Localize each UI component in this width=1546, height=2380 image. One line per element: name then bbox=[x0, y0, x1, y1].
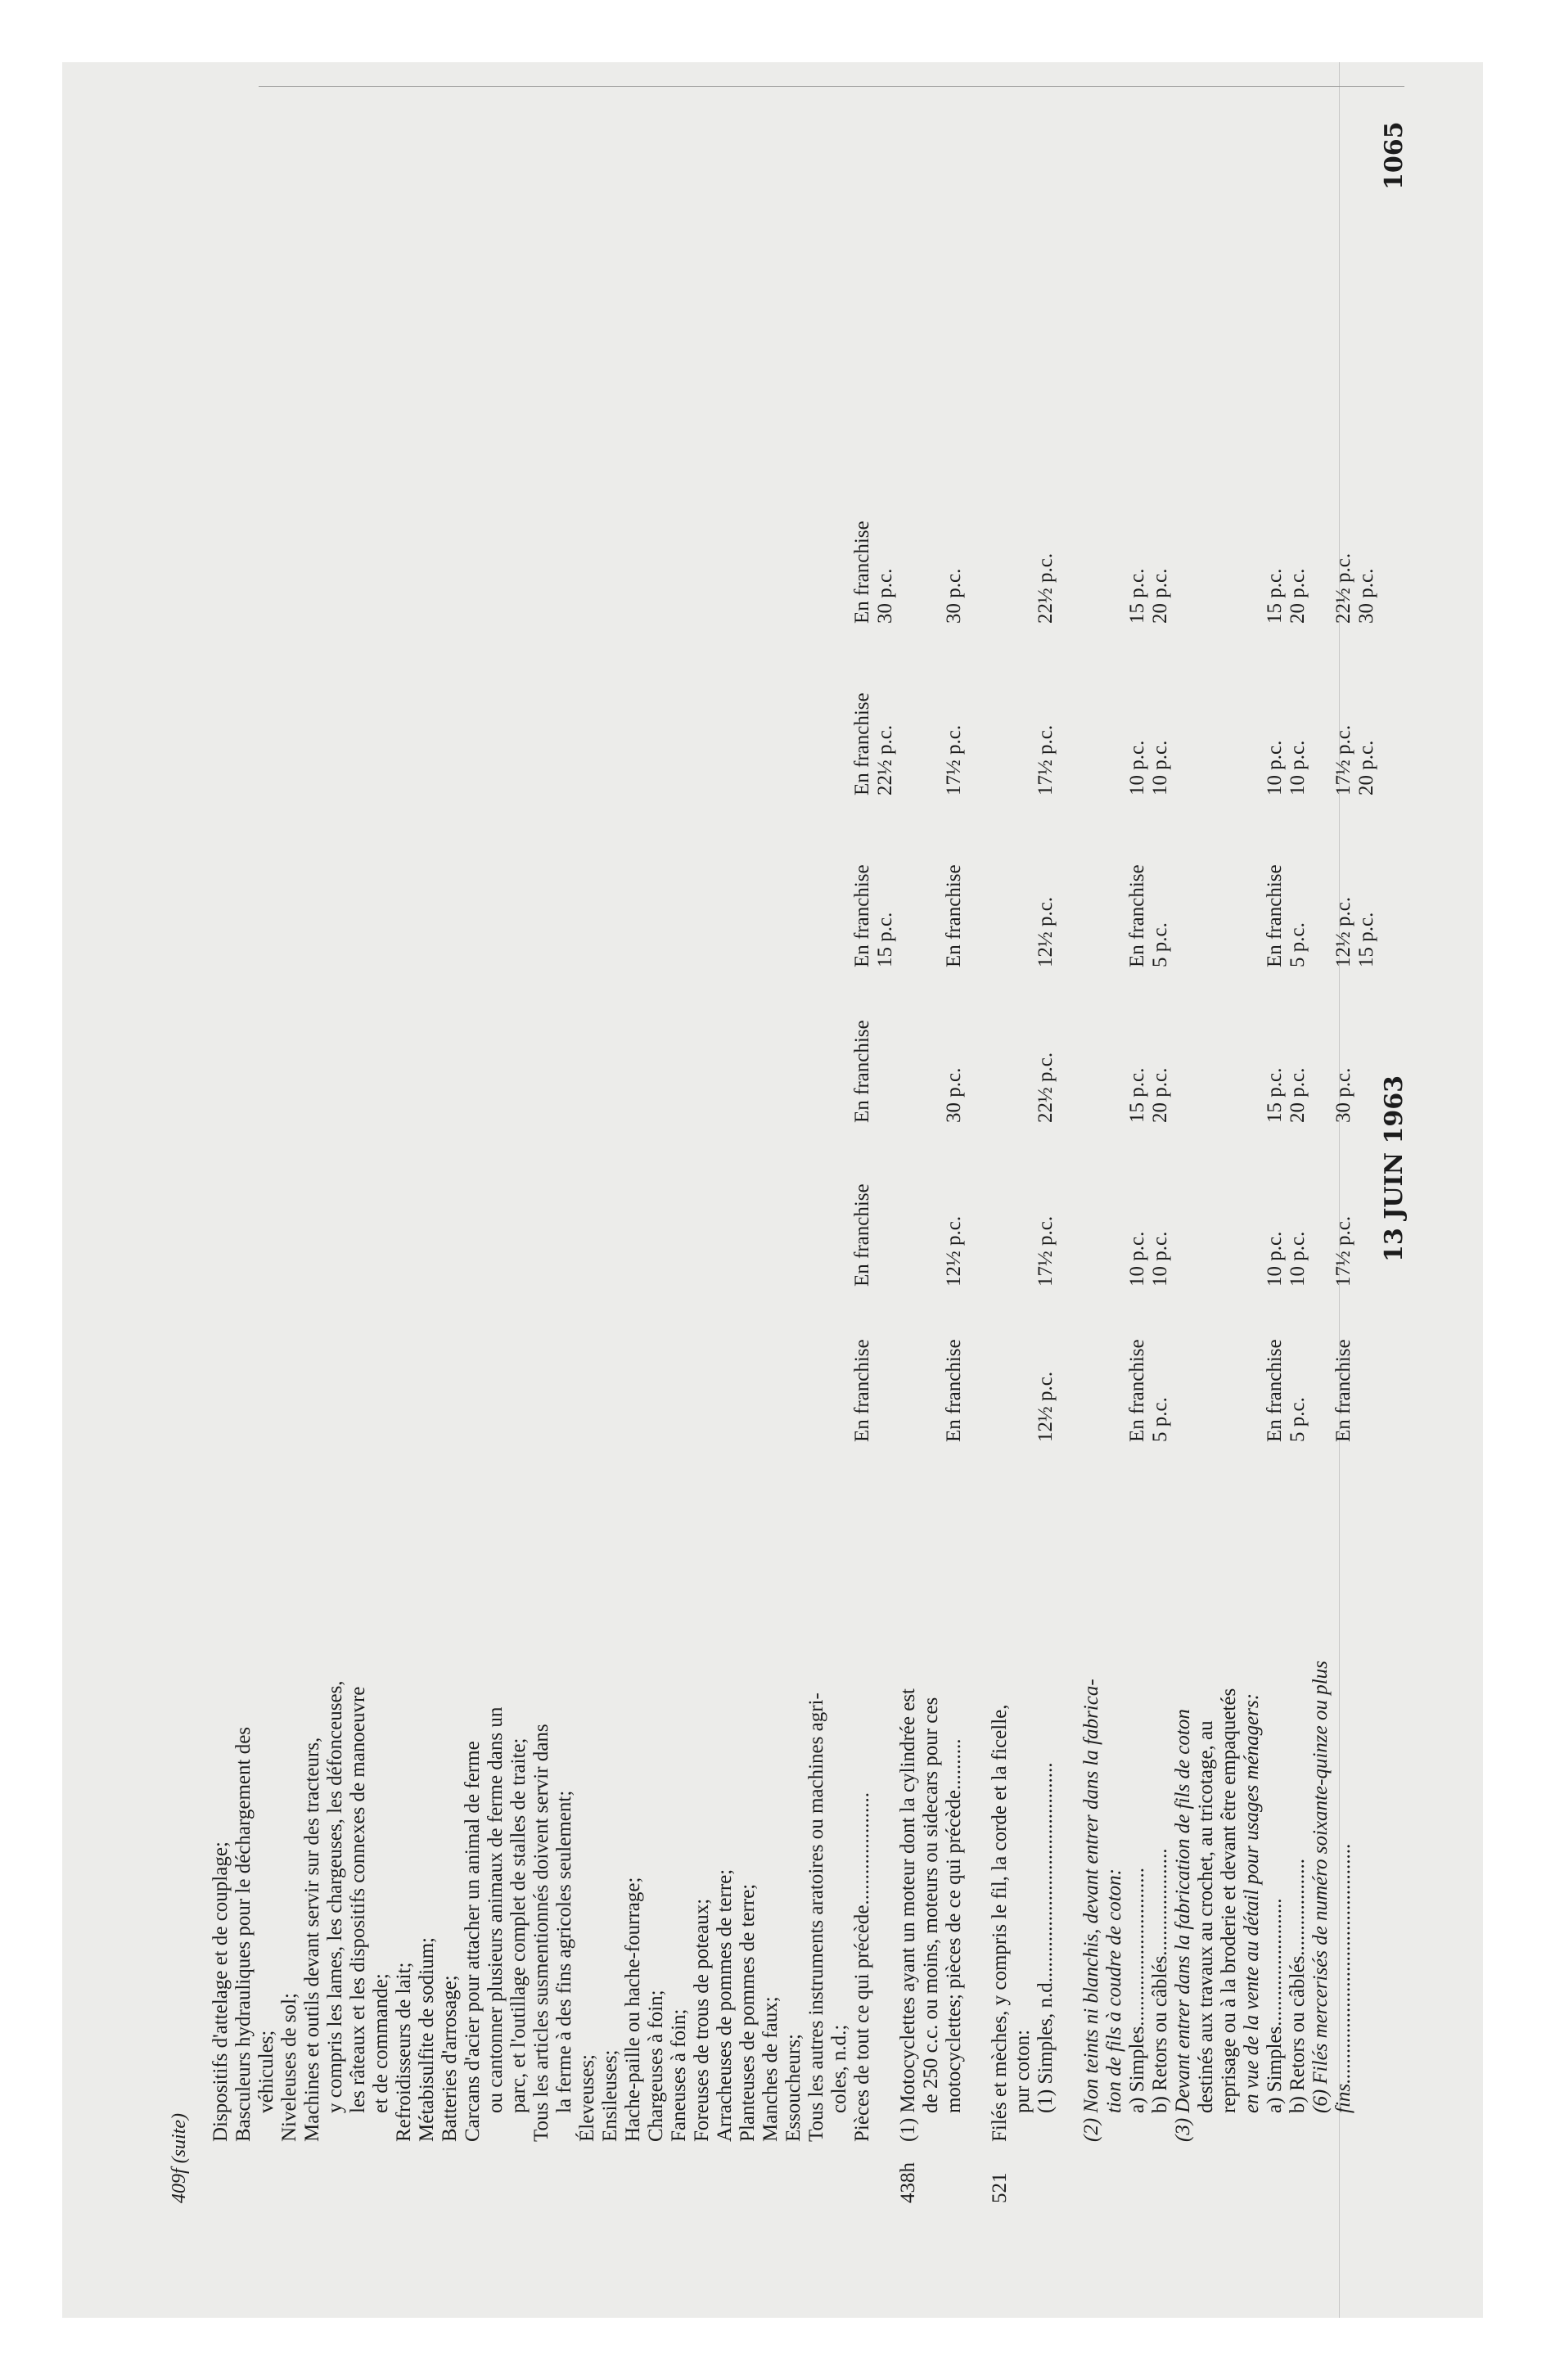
tariff-description-line: Manches de faux; bbox=[759, 1996, 782, 2142]
tariff-description-line: b) Retors ou câblés................... bbox=[1287, 1858, 1309, 2113]
tariff-description-line: Basculeurs hydrauliques pour le déchargement des bbox=[232, 1726, 255, 2142]
tariff-description-line: a) Simples............................... bbox=[1126, 1868, 1148, 2113]
tariff-rate-cell: 5 p.c. bbox=[1149, 1397, 1171, 1442]
tariff-rate-cell: 10 p.c. bbox=[1264, 1231, 1286, 1287]
tariff-description-line: Éleveuses; bbox=[576, 2054, 598, 2142]
tariff-rate-cell: 5 p.c. bbox=[1287, 1397, 1309, 1442]
tariff-rate-cell: En franchise bbox=[1126, 1339, 1148, 1442]
tariff-rate-cell: 20 p.c. bbox=[1287, 1067, 1309, 1123]
tariff-rate-cell: 15 p.c. bbox=[1264, 568, 1286, 624]
tariff-description-line: Ensileuses; bbox=[599, 2049, 621, 2142]
tariff-rate-cell: 30 p.c. bbox=[943, 1067, 965, 1123]
tariff-description-line: motocyclettes; pièces de ce qui précède.......... bbox=[943, 1738, 965, 2113]
rotated-page-content bbox=[62, 62, 1483, 2318]
tariff-description-line: ou cantonner plusieurs animaux de ferme dans un bbox=[485, 1706, 507, 2113]
tariff-description-line: pur coton: bbox=[1012, 2029, 1034, 2113]
tariff-rate-cell: 5 p.c. bbox=[1149, 922, 1171, 967]
tariff-description-line: Niveleuses de sol; bbox=[278, 1993, 300, 2142]
tariff-rate-cell: 10 p.c. bbox=[1287, 1231, 1309, 1287]
tariff-item-number: 438h bbox=[897, 2162, 919, 2203]
tariff-rate-cell: 22½ p.c. bbox=[1332, 552, 1354, 624]
tariff-rate-cell: 15 p.c. bbox=[1355, 912, 1377, 967]
tariff-description-line: coles, n.d.; bbox=[828, 2024, 850, 2113]
tariff-description-line: b) Retors ou câblés..................... bbox=[1149, 1848, 1171, 2113]
tariff-description-line: de 250 c.c. ou moins, moteurs ou sidecars pour ces bbox=[920, 1697, 942, 2113]
tariff-description-line: Batteries d'arrosage; bbox=[439, 1975, 461, 2142]
tariff-description-line: Arracheuses de pommes de terre; bbox=[714, 1868, 736, 2142]
tariff-description-line: Faneuses à foin; bbox=[668, 2008, 690, 2142]
tariff-rate-cell: 12½ p.c. bbox=[1034, 896, 1057, 967]
tariff-rate-cell: 17½ p.c. bbox=[1332, 724, 1354, 796]
tariff-rate-cell: 15 p.c. bbox=[1126, 1067, 1148, 1123]
tariff-rate-cell: 10 p.c. bbox=[1126, 740, 1148, 796]
tariff-rate-cell: En franchise bbox=[943, 864, 965, 967]
tariff-description-line: Carcans d'acier pour attacher un animal de ferme bbox=[462, 1741, 484, 2142]
tariff-description-line: et de commande; bbox=[370, 1973, 392, 2113]
tariff-rate-cell: 12½ p.c. bbox=[1034, 1371, 1057, 1442]
tariff-rate-cell: En franchise bbox=[851, 1020, 873, 1123]
tariff-rate-cell: 20 p.c. bbox=[1287, 568, 1309, 624]
tariff-description-line: a) Simples......................... bbox=[1264, 1898, 1286, 2113]
tariff-rate-cell: En franchise bbox=[943, 1339, 965, 1442]
tariff-rate-cell: En franchise bbox=[851, 521, 873, 624]
tariff-description-line: (2) Non teints ni blanchis, devant entrer dans la fabrica- bbox=[1080, 1679, 1102, 2142]
tariff-rate-cell: 17½ p.c. bbox=[943, 724, 965, 796]
page-date: 13 JUIN 1963 bbox=[1380, 1075, 1409, 1262]
tariff-description-line: véhicules; bbox=[255, 2030, 277, 2113]
tariff-rate-cell: 30 p.c. bbox=[874, 568, 896, 624]
tariff-rate-cell: 17½ p.c. bbox=[1034, 1215, 1057, 1287]
tariff-rate-cell: En franchise bbox=[1264, 864, 1286, 967]
tariff-rate-cell: 5 p.c. bbox=[1287, 922, 1309, 967]
tariff-rate-cell: 10 p.c. bbox=[1287, 740, 1309, 796]
tariff-description-line: Chargeuses à foin; bbox=[645, 1990, 667, 2142]
tariff-rate-cell: 20 p.c. bbox=[1355, 740, 1377, 796]
tariff-rate-cell: 12½ p.c. bbox=[943, 1215, 965, 1287]
tariff-description-line: Dispositifs d'attelage et de couplage; bbox=[210, 1841, 232, 2142]
tariff-description-line: les râteaux et les dispositifs connexes de manoeuvre bbox=[347, 1686, 369, 2113]
tariff-rate-cell: 15 p.c. bbox=[1126, 568, 1148, 624]
tariff-description-line: (3) Devant entrer dans la fabrication de fils de coton bbox=[1172, 1709, 1194, 2142]
tariff-item-number: 521 bbox=[989, 2172, 1011, 2203]
tariff-description-line: Filés et mèches, y compris le fil, la corde et la ficelle, bbox=[989, 1704, 1011, 2142]
tariff-rate-cell: En franchise bbox=[1126, 864, 1148, 967]
tariff-rate-cell: En franchise bbox=[851, 692, 873, 796]
tariff-description-line: (6) Filés mercerisés de numéro soixante-quinze ou plus bbox=[1309, 1661, 1332, 2113]
tariff-rate-cell: 22½ p.c. bbox=[874, 724, 896, 796]
scanned-page bbox=[62, 62, 1483, 2318]
tariff-description-line: Essoucheurs; bbox=[782, 2034, 805, 2142]
tariff-description-line: Machines et outils devant servir sur des tracteurs, bbox=[301, 1737, 323, 2142]
tariff-rate-cell: 10 p.c. bbox=[1149, 1231, 1171, 1287]
tariff-rate-cell: 22½ p.c. bbox=[1034, 1052, 1057, 1123]
tariff-description-line: Tous les autres instruments aratoires ou machines agri- bbox=[805, 1693, 827, 2142]
tariff-description-line: y compris les lames, les chargeuses, les défonceuses, bbox=[324, 1680, 346, 2113]
tariff-description-line: Tous les articles susmentionnés doivent servir dans bbox=[530, 1724, 552, 2142]
tariff-rate-cell: 10 p.c. bbox=[1126, 1231, 1148, 1287]
tariff-description-line: Foreuses de trous de poteaux; bbox=[691, 1898, 713, 2142]
tariff-rate-cell: En franchise bbox=[851, 1183, 873, 1287]
tariff-rate-cell: 20 p.c. bbox=[1149, 1067, 1171, 1123]
tariff-description-line: Pièces de tout ce qui précède...................... bbox=[851, 1792, 873, 2142]
section-continuation-label: 409f (suite) bbox=[169, 2113, 190, 2203]
table-edge-rule bbox=[259, 86, 1404, 87]
tariff-rate-cell: En franchise bbox=[851, 1339, 873, 1442]
tariff-rate-cell: 22½ p.c. bbox=[1034, 552, 1057, 624]
tariff-description-line: reprisage ou à la broderie et devant être empaquetés bbox=[1218, 1688, 1240, 2113]
tariff-description-line: Planteuses de pommes de terre; bbox=[737, 1883, 759, 2142]
tariff-rate-cell: En franchise bbox=[1332, 1339, 1354, 1442]
tariff-rate-cell: En franchise bbox=[851, 864, 873, 967]
tariff-description-line: en vue de la vente au détail pour usages ménagers: bbox=[1241, 1693, 1263, 2113]
tariff-rate-cell: 12½ p.c. bbox=[1332, 896, 1354, 967]
tariff-rate-cell: 10 p.c. bbox=[1264, 740, 1286, 796]
tariff-rate-cell: 10 p.c. bbox=[1149, 740, 1171, 796]
tariff-description-line: tion de fils à coudre de coton: bbox=[1103, 1868, 1125, 2113]
tariff-rate-cell: 17½ p.c. bbox=[1332, 1215, 1354, 1287]
tariff-description-line: Hache-paille ou hache-fourrage; bbox=[622, 1877, 644, 2142]
tariff-rate-cell: 30 p.c. bbox=[943, 568, 965, 624]
tariff-rate-cell: 15 p.c. bbox=[874, 912, 896, 967]
tariff-description-line: la ferme à des fins agricoles seulement; bbox=[553, 1790, 575, 2113]
tariff-rate-cell: 30 p.c. bbox=[1332, 1067, 1354, 1123]
tariff-rate-cell: 20 p.c. bbox=[1149, 568, 1171, 624]
tariff-description-line: parc, et l'outillage complet de stalles de traite; bbox=[507, 1738, 530, 2113]
tariff-description-line: destinés aux travaux au crochet, au tricotage, au bbox=[1195, 1720, 1217, 2113]
tariff-rate-cell: 30 p.c. bbox=[1355, 568, 1377, 624]
tariff-rate-cell: 15 p.c. bbox=[1264, 1067, 1286, 1123]
page-number: 1065 bbox=[1380, 121, 1409, 190]
tariff-description-line: fins............................................... bbox=[1332, 1843, 1354, 2113]
tariff-rate-cell: En franchise bbox=[1264, 1339, 1286, 1442]
tariff-description-line: Métabisulfite de sodium; bbox=[416, 1937, 438, 2142]
tariff-description-line: (1) Motocyclettes ayant un moteur dont la cylindrée est bbox=[897, 1688, 919, 2142]
tariff-description-line: Refroidisseurs de lait; bbox=[393, 1962, 415, 2142]
tariff-description-line: (1) Simples, n.d........................................... bbox=[1034, 1762, 1057, 2113]
tariff-rate-cell: 17½ p.c. bbox=[1034, 724, 1057, 796]
